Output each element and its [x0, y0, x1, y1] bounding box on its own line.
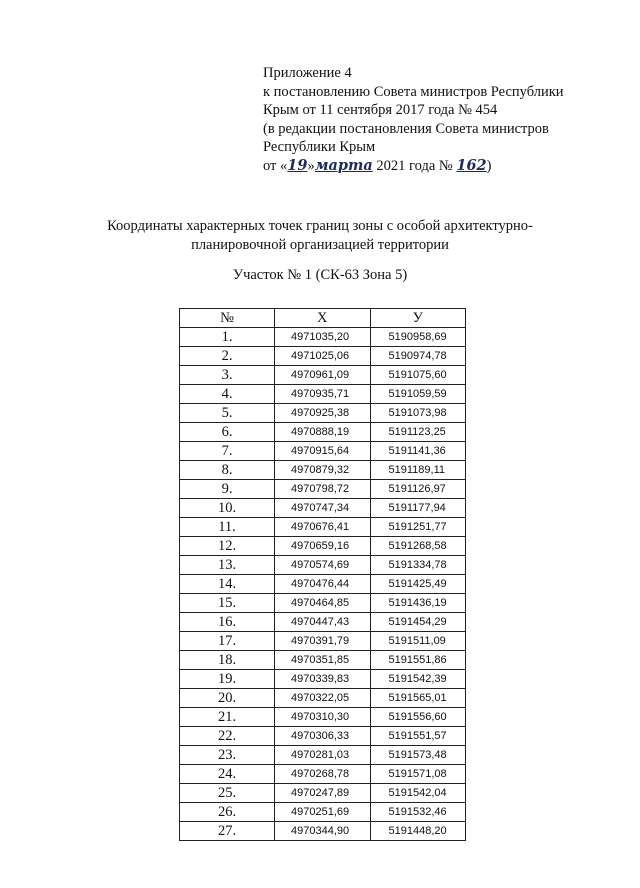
table-row	[180, 822, 466, 841]
point-number: 3.	[180, 366, 275, 385]
table-row	[180, 651, 466, 670]
point-number: 12.	[180, 537, 275, 556]
x-coordinate: 4970351,85	[275, 651, 371, 670]
y-coordinate: 5190974,78	[370, 347, 466, 366]
x-coordinate: 4970935,71	[275, 385, 371, 404]
header-line: к постановлению Совета министров Республики	[263, 83, 564, 100]
point-number: 25.	[180, 784, 275, 803]
x-coordinate: 4970961,09	[275, 366, 371, 385]
table-row	[180, 708, 466, 727]
x-coordinate: 4970344,90	[275, 822, 371, 841]
point-number: 13.	[180, 556, 275, 575]
x-coordinate: 4970879,32	[275, 461, 371, 480]
y-coordinate: 5191126,97	[370, 480, 466, 499]
coordinates-table	[179, 308, 466, 841]
x-coordinate: 4971035,20	[275, 328, 371, 347]
y-coordinate: 5191565,01	[370, 689, 466, 708]
x-coordinate: 4970447,43	[275, 613, 371, 632]
date-close: )	[486, 157, 492, 174]
y-coordinate: 5191073,98	[370, 404, 466, 423]
table-row	[180, 442, 466, 461]
point-number: 7.	[180, 442, 275, 461]
header-number: №	[180, 309, 275, 328]
point-number: 23.	[180, 746, 275, 765]
point-number: 22.	[180, 727, 275, 746]
y-coordinate: 5191454,29	[370, 613, 466, 632]
x-coordinate: 4970247,89	[275, 784, 371, 803]
header-line: Приложение 4	[263, 65, 352, 81]
table-row	[180, 385, 466, 404]
y-coordinate: 5191542,04	[370, 784, 466, 803]
x-coordinate: 4970268,78	[275, 765, 371, 784]
y-coordinate: 5191425,49	[370, 575, 466, 594]
handwritten-doc-number: 162	[456, 156, 487, 174]
table-row	[180, 727, 466, 746]
x-coordinate: 4970676,41	[275, 518, 371, 537]
point-number: 6.	[180, 423, 275, 442]
table-row	[180, 803, 466, 822]
header-x: X	[275, 309, 371, 328]
table-row	[180, 480, 466, 499]
x-coordinate: 4970339,83	[275, 670, 371, 689]
point-number: 10.	[180, 499, 275, 518]
point-number: 9.	[180, 480, 275, 499]
table-row	[180, 765, 466, 784]
y-coordinate: 5191556,60	[370, 708, 466, 727]
header-line: Крым от 11 сентября 2017 года № 454	[263, 102, 498, 119]
point-number: 19.	[180, 670, 275, 689]
table-row	[180, 689, 466, 708]
table-row	[180, 556, 466, 575]
x-coordinate: 4970281,03	[275, 746, 371, 765]
point-number: 8.	[180, 461, 275, 480]
x-coordinate: 4970476,44	[275, 575, 371, 594]
x-coordinate: 4970747,34	[275, 499, 371, 518]
date-year: 2021 года №	[372, 157, 457, 174]
x-coordinate: 4970888,19	[275, 423, 371, 442]
y-coordinate: 5191177,94	[370, 499, 466, 518]
table-row	[180, 499, 466, 518]
appendix-header	[263, 64, 603, 176]
point-number: 26.	[180, 803, 275, 822]
table-row	[180, 423, 466, 442]
x-coordinate: 4970310,30	[275, 708, 371, 727]
x-coordinate: 4970659,16	[275, 537, 371, 556]
x-coordinate: 4970574,69	[275, 556, 371, 575]
point-number: 24.	[180, 765, 275, 784]
x-coordinate: 4970251,69	[275, 803, 371, 822]
y-coordinate: 5191448,20	[370, 822, 466, 841]
title-line-2: планировочной организацией территории	[191, 237, 449, 253]
x-coordinate: 4970798,72	[275, 480, 371, 499]
x-coordinate: 4970391,79	[275, 632, 371, 651]
table-header-row	[180, 309, 466, 328]
table-row	[180, 594, 466, 613]
x-coordinate: 4970464,85	[275, 594, 371, 613]
y-coordinate: 5191571,08	[370, 765, 466, 784]
y-coordinate: 5191436,19	[370, 594, 466, 613]
header-line: (в редакции постановления Совета министров	[263, 120, 549, 137]
header-date-line	[263, 157, 603, 176]
handwritten-day: 19	[287, 156, 308, 174]
table-row	[180, 461, 466, 480]
y-coordinate: 5191268,58	[370, 537, 466, 556]
table-row	[180, 347, 466, 366]
y-coordinate: 5191251,77	[370, 518, 466, 537]
y-coordinate: 5191075,60	[370, 366, 466, 385]
x-coordinate: 4970306,33	[275, 727, 371, 746]
point-number: 27.	[180, 822, 275, 841]
point-number: 15.	[180, 594, 275, 613]
point-number: 18.	[180, 651, 275, 670]
y-coordinate: 5191059,59	[370, 385, 466, 404]
x-coordinate: 4971025,06	[275, 347, 371, 366]
y-coordinate: 5191542,39	[370, 670, 466, 689]
title-line-1: Координаты характерных точек границ зоны с особой архитектурно-	[107, 218, 533, 234]
date-prefix: от «	[263, 157, 288, 174]
y-coordinate: 5191551,57	[370, 727, 466, 746]
point-number: 14.	[180, 575, 275, 594]
table-row	[180, 366, 466, 385]
x-coordinate: 4970915,64	[275, 442, 371, 461]
table-row	[180, 518, 466, 537]
table-row	[180, 537, 466, 556]
document-title	[60, 217, 580, 255]
point-number: 4.	[180, 385, 275, 404]
handwritten-month: марта	[314, 156, 373, 174]
y-coordinate: 5191511,09	[370, 632, 466, 651]
point-number: 17.	[180, 632, 275, 651]
y-coordinate: 5191123,25	[370, 423, 466, 442]
point-number: 11.	[180, 518, 275, 537]
point-number: 2.	[180, 347, 275, 366]
table-row	[180, 746, 466, 765]
table-row	[180, 613, 466, 632]
table-row	[180, 328, 466, 347]
y-coordinate: 5191141,36	[370, 442, 466, 461]
point-number: 20.	[180, 689, 275, 708]
table-row	[180, 575, 466, 594]
y-coordinate: 5191551,86	[370, 651, 466, 670]
table-row	[180, 632, 466, 651]
header-line: Республики Крым	[263, 139, 376, 156]
y-coordinate: 5190958,69	[370, 328, 466, 347]
point-number: 5.	[180, 404, 275, 423]
table-row	[180, 670, 466, 689]
y-coordinate: 5191189,11	[370, 461, 466, 480]
y-coordinate: 5191573,48	[370, 746, 466, 765]
date-mid: »	[307, 157, 315, 174]
section-heading: Участок № 1 (СК-63 Зона 5)	[232, 267, 408, 283]
header-y: У	[370, 309, 466, 328]
point-number: 21.	[180, 708, 275, 727]
table-row	[180, 784, 466, 803]
table-row	[180, 404, 466, 423]
x-coordinate: 4970322,05	[275, 689, 371, 708]
y-coordinate: 5191532,46	[370, 803, 466, 822]
point-number: 1.	[180, 328, 275, 347]
x-coordinate: 4970925,38	[275, 404, 371, 423]
y-coordinate: 5191334,78	[370, 556, 466, 575]
point-number: 16.	[180, 613, 275, 632]
